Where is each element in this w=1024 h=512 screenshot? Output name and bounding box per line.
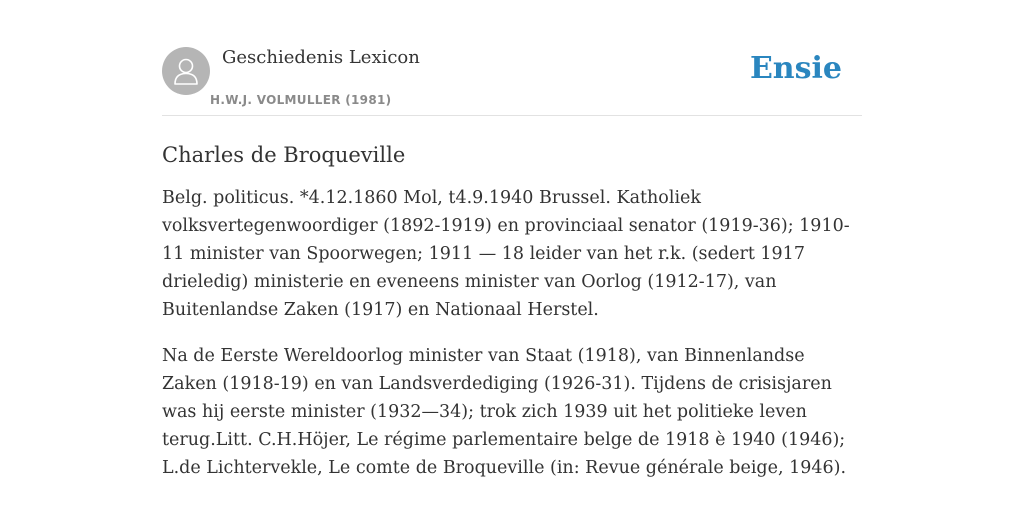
article-title: Charles de Broqueville <box>162 143 406 167</box>
article <box>162 140 862 500</box>
source-header <box>162 47 862 116</box>
person-icon <box>172 56 200 86</box>
article-paragraph: Belg. politicus. *4.12.1860 Mol, t4.9.1940 Brussel. Katholiek volksvertegenwoordiger (1892-1919) en provinciaal senator (1919-36); 1910-11 minister van Spoorwegen; 1911 — 18 leider van het r.k. (sedert 1917 drieledig) ministerie en eveneens minister van Oorlog (1912-17), van Buitenlandse Zaken (1917) en Nationaal Herstel. <box>162 188 850 320</box>
brand-logo[interactable]: Ensie <box>749 51 842 86</box>
user-avatar-icon[interactable] <box>162 47 210 95</box>
source-author[interactable]: H.W.J. VOLMULLER (1981) <box>210 93 392 107</box>
source-title[interactable]: Geschiedenis Lexicon <box>222 47 420 68</box>
article-paragraph: Na de Eerste Wereldoorlog minister van Staat (1918), van Binnenlandse Zaken (1918-19) en van Landsverdediging (1926-31). Tijdens de crisisjaren was hij eerste minister (1932—34); trok zich 1939 uit het politieke leven terug.Litt. C.H.Höjer, Le régime parlementaire belge de 1918 è 1940 (1946); L.de Lichtervekle, Le comte de Broqueville (in: Revue générale beige, 1946). <box>162 346 847 478</box>
